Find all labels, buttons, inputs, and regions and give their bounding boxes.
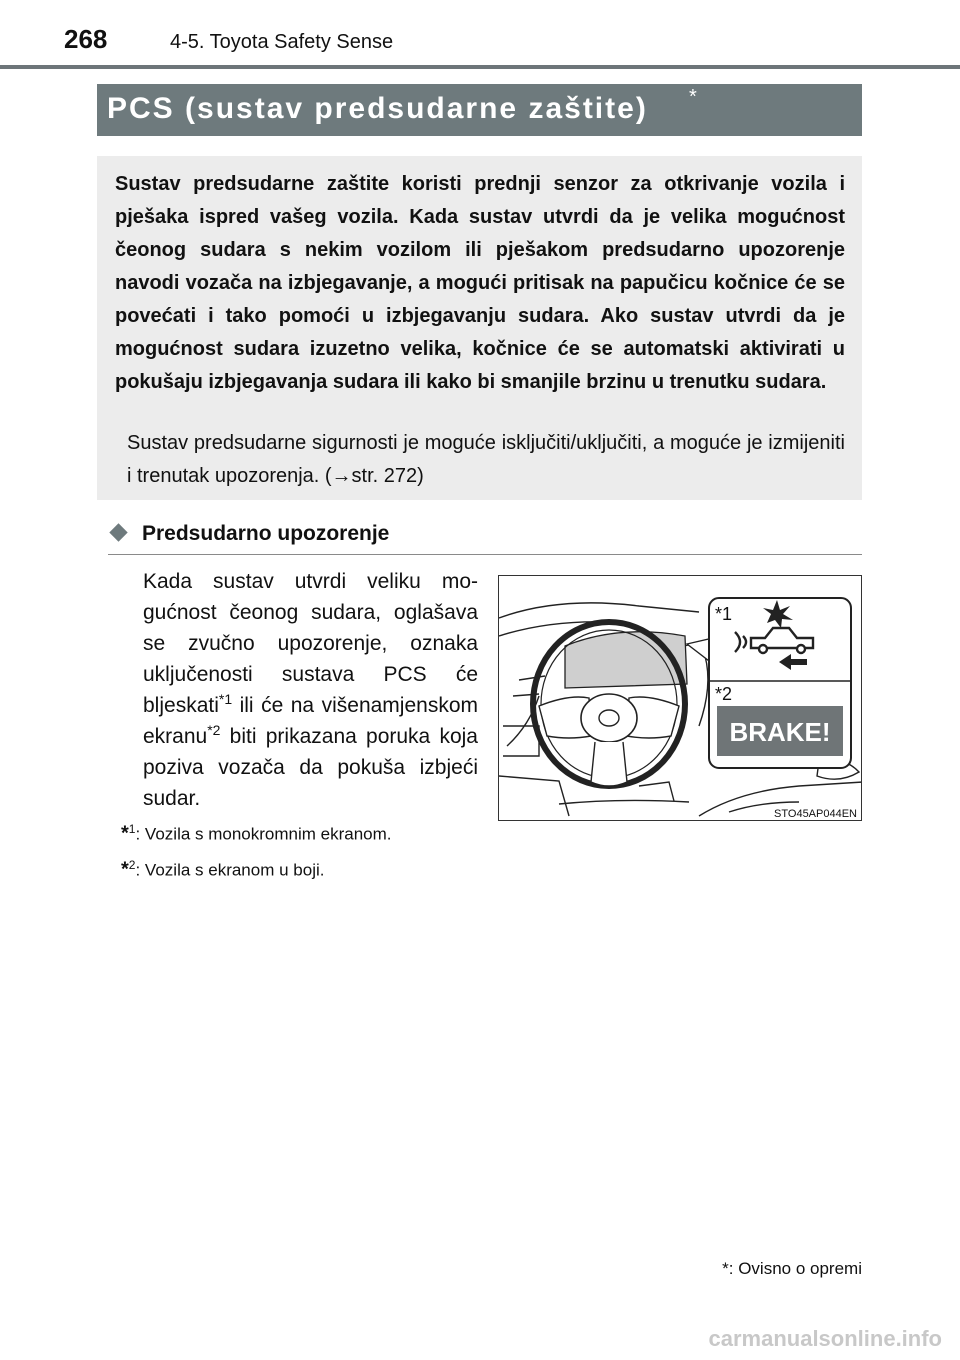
- dashboard-figure: [498, 575, 862, 821]
- footnote-mark: *: [121, 858, 129, 881]
- sup-1: *1: [218, 691, 233, 707]
- footnote-1: [121, 822, 392, 846]
- header-rule: [0, 65, 960, 69]
- footnote-number: 1: [128, 822, 136, 836]
- intro-plain-text: Sustav predsudarne sigurnosti je moguće isključiti/uključiti, a moguće je izmijeniti i trenutak upozorenja. (→str. 272): [127, 432, 845, 487]
- footnote-text: : Vozila s ekranom u boji.: [135, 860, 325, 880]
- title-bar: [97, 84, 862, 136]
- brake-message: BRAKE!: [729, 717, 831, 747]
- availability-note: [722, 1259, 862, 1279]
- intro-box: [97, 156, 862, 500]
- callout-label-1: *1: [715, 604, 733, 624]
- footnote-number: 2: [128, 858, 136, 872]
- page-title: PCS (sustav predsudarne zaštite): [107, 92, 648, 125]
- body-text-2: ili će na višenamjenskom ekranu: [143, 694, 478, 748]
- subsection-body: [143, 566, 478, 814]
- sup-2: *2: [207, 722, 221, 738]
- subsection-header: [108, 520, 862, 555]
- body-text-1: Kada sustav utvrdi veliku mogućnost čeonog sudara, oglašava se zvučno upozorenje, oznaka uključenosti sustava PCS će bljeskati: [143, 570, 478, 717]
- watermark: carmanualsonline.info: [708, 1326, 942, 1351]
- body-text-3: biti prikazana poruka koja poziva vozača da pokuša izbjeći sudar.: [143, 725, 478, 810]
- callout-label-2: *2: [715, 684, 733, 704]
- figure-code: STO45AP044EN: [774, 808, 857, 820]
- intro-bold-text: Sustav predsudarne zaštite koristi prednji senzor za otkrivanje vozila i pješaka ispred vašeg vozila. Kada sustav utvrdi da je velika mogućnost čeonog sudara s nekim vozilom ili pješakom predsudarno upozorenje navodi vozača na izbjegavanje, a mogući pritisak na papučicu kočnice će se povećati i tako pomoći u izbjegavanju sudara. Ako sustav utvrdi da je mogućnost sudara izuzetno velika, kočnice će se automatski aktivirati u pokušaju izbjegavanja sudara ili kako bi smanjile brzinu u trenutku sudara.: [115, 173, 845, 393]
- footnote-mark: *: [121, 822, 129, 845]
- note-text: : Ovisno o opremi: [728, 1259, 862, 1278]
- section-title: 4-5. Toyota Safety Sense: [170, 31, 394, 53]
- diamond-icon: [109, 523, 127, 541]
- footnote-text: : Vozila s monokromnim ekranom.: [135, 824, 392, 844]
- page-number: 268: [64, 24, 108, 54]
- note-asterisk: *: [722, 1259, 729, 1278]
- title-asterisk: *: [689, 86, 697, 108]
- footnote-2: [121, 858, 324, 882]
- meter-cluster: [565, 632, 687, 688]
- subsection-title: Predsudarno upozorenje: [142, 522, 390, 545]
- dashboard-illustration: [499, 576, 862, 821]
